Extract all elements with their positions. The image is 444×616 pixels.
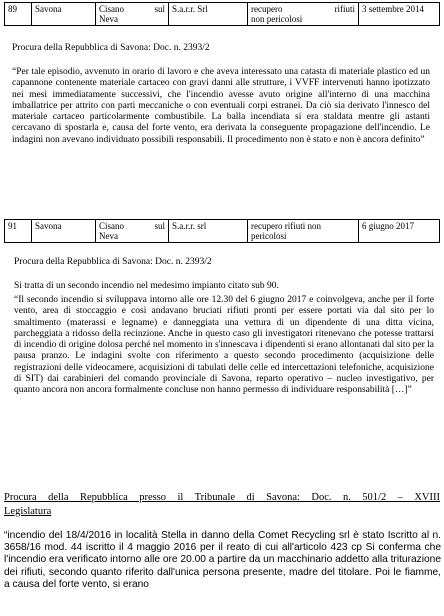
table-row	[5, 3, 440, 26]
row-number: 89	[5, 3, 32, 26]
date-cell: 3 settembre 2014	[359, 3, 440, 26]
company-cell: S.a.r.r. Srl	[169, 3, 248, 26]
province-cell: Savona	[32, 3, 96, 26]
source-caption: Procura della Repubblica di Savona: Doc. n. 2393/2	[14, 257, 212, 267]
testimony-quote: “Il secondo incendio si sviluppava intorno alle ore 12.30 del 6 giugno 2017 e coinvolgeva, anche per il forte vento, area di stoccaggio e così andavano bruciati rifiuti pronti per essere portati via dal sito per lo smaltimento (materassi e legname) e danneggiata una vettura di un dipendente di una ditta vicina, parcheggiata a ridosso della recinzione. Anche in questo caso gli investigatori ritenevano che potesse trattarsi di incendio di origine dolosa perché nel momento in s'innescava i dipendenti si erano allontanati dal sito per la pausa pranzo. Le indagini svolte con riferimento a questo secondo procedimento (acquisizione delle registrazioni delle videocamere, acquisizioni di tabulati delle celle ed intercettazioni telefoniche, acquisizione di SIT) dai carabinieri del comando provinciale di Savona, reparto operativo – nucleo investigativo, per quanto ancora non ancora formalmente concluse non hanno permesso di individuare responsabilità […]”	[14, 295, 434, 396]
final-quote: “incendio del 18/4/2016 in località Stella in danno della Comet Recycling srl è stato Iscritto al n. 3658/16 mod. 44 iscritto il 4 maggio 2016 per il reato di cui all'articolo 423 cp Si conferma che l'incendio era verificato intorno alle ore 20.00 a partire da un macchinario addetto alla triturazione dei rifiuti, secondo quanto riferito dall'unica persona presente, madre del titolare. Poi le fiamme, a causa del forte vento, si erano	[4, 530, 441, 590]
incident-table-row-91	[4, 219, 440, 243]
intro-line: Si tratta di un secondo incendio nel medesimo impianto citato sub 90.	[14, 281, 279, 291]
province-cell: Savona	[32, 220, 96, 243]
table-row	[5, 220, 440, 243]
section-heading-continued: Legislatura	[4, 506, 52, 517]
source-caption: Procura della Repubblica di Savona: Doc. n. 2393/2	[12, 43, 210, 53]
activity-cell: recupero rifiuti non pericolosi	[248, 3, 359, 26]
municipality-cell: Cisano sul Neva	[96, 3, 169, 26]
company-cell: S.a.r.r. srl	[169, 220, 248, 243]
testimony-quote: “Per tale episodio, avvenuto in orario di lavoro e che aveva interessato una catasta di materiale plastico ed un capannone contenente materiale cartaceo con gravi danni alle strutture, i VVFF intervenuti hanno ipotizzato nei mesi immediatamente successivi, che l'incendio avesse avuto origine all'interno di una macchina imballatrice per attrito con parti meccaniche o con eventuali corpi estranei. Da ciò sia derivato l'innesco del materiale cartaceo particolarmente combustibile. La balla incendiata si era staldata mentre gli astanti cercavano di spostarla e, causa del forte vento, era derivata la conseguente propagazione dell'incendio. Le indagini non avevano individuato possibili responsabili. Il procedimento non è stato e non è ancora definito”	[12, 67, 430, 145]
activity-cell: recupero rifiuti non pericolosi	[248, 220, 359, 243]
municipality-cell: Cisano sul Neva	[96, 220, 169, 243]
row-number: 91	[5, 220, 32, 243]
date-cell: 6 giugno 2017	[359, 220, 440, 243]
section-heading: Procura della Repubblica presso il Tribunale di Savona: Doc. n. 501/2 – XVIII	[4, 492, 440, 503]
incident-table-row-89	[4, 2, 440, 26]
